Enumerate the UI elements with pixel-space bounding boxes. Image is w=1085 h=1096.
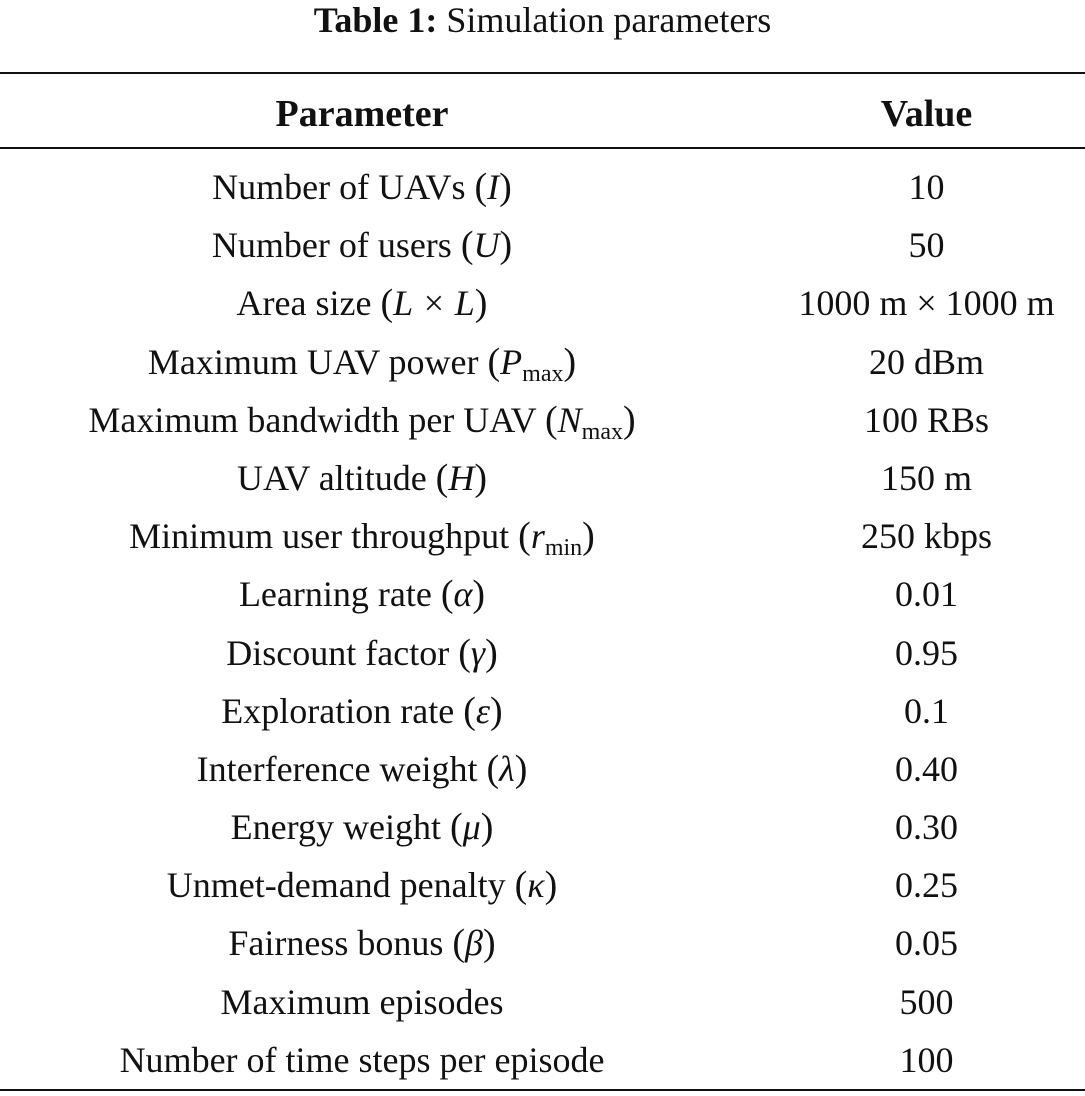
parameter-subscript: max	[522, 360, 564, 387]
table-row	[0, 914, 1085, 972]
table-body	[0, 158, 1085, 1089]
parameter-name: Maximum episodes	[220, 981, 504, 1022]
table-row	[0, 856, 1085, 914]
parameter-symbol: κ	[527, 865, 545, 906]
table-row	[0, 449, 1085, 507]
parameter-symbol: r	[530, 516, 545, 557]
value-cell: 0.95	[895, 632, 958, 673]
parameter-symbol: P	[500, 341, 523, 382]
caption-text: Simulation parameters	[446, 0, 772, 40]
parameter-name: Unmet-demand penalty	[166, 865, 506, 906]
parameter-cell	[0, 973, 724, 1031]
header-parameter: Parameter	[275, 93, 449, 135]
caption-label: Table 1:	[313, 0, 438, 40]
value-cell: 250 kbps	[860, 516, 992, 557]
table-caption	[0, 0, 1085, 40]
value-cell: 150 m	[880, 457, 972, 498]
parameter-name: Number of time steps per episode	[119, 1039, 605, 1080]
parameter-name: Area size	[236, 283, 372, 324]
parameter-name: Maximum bandwidth per UAV	[88, 399, 536, 440]
parameter-cell: Unmet-demand penalty (κ)	[166, 864, 558, 907]
parameter-name: Number of UAVs	[212, 167, 466, 207]
value-cell: 0.25	[895, 865, 958, 906]
parameter-name: Fairness bonus	[228, 923, 444, 964]
parameter-cell: Area size (L × L)	[236, 282, 488, 325]
value-cell: 0.40	[895, 748, 958, 789]
parameter-symbol: H	[448, 457, 475, 498]
parameter-name: Exploration rate	[221, 690, 455, 731]
value-cell: 100	[899, 1039, 954, 1080]
value-cell: 1000 m × 1000 m	[798, 283, 1055, 324]
table-row	[0, 507, 1085, 565]
parameter-name: Energy weight	[230, 807, 441, 848]
parameter-symbol: γ	[470, 632, 486, 673]
parameter-symbol: N	[557, 399, 582, 440]
parameter-cell: Interference weight (λ)	[196, 747, 528, 790]
parameter-subscript: max	[581, 418, 623, 445]
parameter-name: Minimum user throughput	[129, 516, 510, 557]
value-cell: 0.05	[895, 923, 958, 964]
header-rule	[0, 147, 1085, 149]
value-cell: 100 RBs	[863, 399, 990, 440]
table-row	[0, 158, 1085, 216]
value-cell: 0.1	[904, 690, 949, 731]
table-row	[0, 740, 1085, 798]
table-row	[0, 682, 1085, 740]
table-row	[0, 391, 1085, 449]
table-row	[0, 798, 1085, 856]
table-row	[0, 624, 1085, 682]
parameter-name: Interference weight	[196, 748, 478, 789]
parameter-symbol: ε	[475, 690, 491, 731]
table-header	[0, 88, 1085, 140]
parameter-cell: Maximum UAV power (Pmax)	[147, 340, 577, 387]
parameter-name: UAV altitude	[237, 457, 427, 498]
parameter-cell: Learning rate (α)	[238, 573, 486, 616]
table-row	[0, 1031, 1085, 1089]
parameter-name: Number of users	[211, 225, 452, 266]
parameter-symbol: α	[453, 574, 473, 615]
parameter-cell: Exploration rate (ε)	[221, 689, 503, 732]
parameter-cell: UAV altitude (H)	[237, 456, 487, 499]
parameter-cell: Minimum user throughput (rmin)	[129, 515, 595, 562]
parameter-name: Maximum UAV power	[147, 341, 479, 382]
parameter-cell: Maximum bandwidth per UAV (Nmax)	[88, 398, 636, 445]
parameter-cell: Discount factor (γ)	[226, 631, 498, 674]
parameter-cell: Fairness bonus (β)	[228, 922, 496, 965]
parameter-symbol: I	[487, 167, 500, 207]
table-row	[0, 973, 1085, 1031]
value-cell: 0.30	[895, 807, 958, 848]
parameter-cell: Energy weight (μ)	[230, 806, 494, 849]
parameter-name: Learning rate	[238, 574, 432, 615]
table-row	[0, 565, 1085, 623]
value-cell: 0.01	[895, 574, 958, 615]
parameter-name: Discount factor	[226, 632, 450, 673]
parameter-symbol: λ	[499, 748, 515, 789]
header-value: Value	[880, 93, 973, 135]
parameter-cell: Number of UAVs (I)	[212, 166, 512, 208]
value-cell: 50	[908, 225, 945, 266]
table-row	[0, 274, 1085, 332]
table-row	[0, 333, 1085, 391]
top-rule	[0, 72, 1085, 74]
value-cell: 10	[908, 167, 945, 207]
parameter-symbol: β	[465, 923, 483, 964]
table-row	[0, 216, 1085, 274]
parameter-symbol: μ	[462, 807, 481, 848]
bottom-rule	[0, 1089, 1085, 1091]
parameter-cell	[0, 1031, 724, 1089]
parameter-symbol: U	[473, 225, 500, 266]
value-cell: 20 dBm	[868, 341, 984, 382]
parameter-subscript: min	[544, 535, 583, 562]
value-cell: 500	[899, 981, 954, 1022]
parameter-symbol: L × L	[393, 283, 475, 324]
parameter-cell: Number of users (U)	[211, 224, 513, 267]
